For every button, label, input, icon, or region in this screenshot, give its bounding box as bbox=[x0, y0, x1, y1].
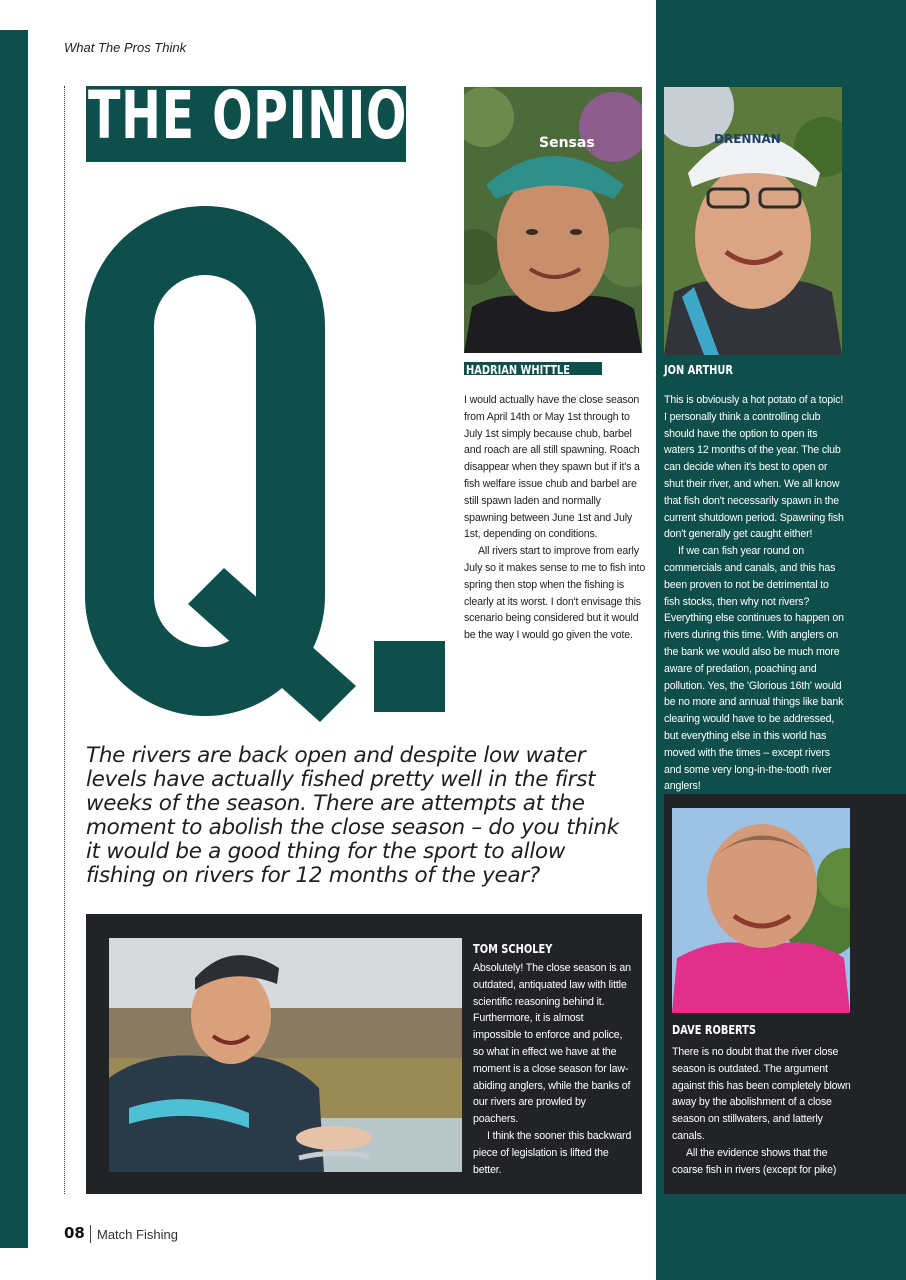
dave-answer bbox=[672, 1044, 852, 1178]
big-q-graphic bbox=[84, 206, 454, 726]
tom-photo bbox=[109, 938, 462, 1172]
hadrian-paragraph-1: I would actually have the close season from April 14th or May 1st through to July 1st simply because chub, barbel and roach are all still spawning. Roach disappear when they spawn but if it's a fish welfare issue chub and barbel are still spawn laden and normally spawning between June 1st and July 1st, depending on conditions. bbox=[464, 394, 640, 541]
tom-paragraph-2: I think the sooner this backward piece of legislation is lifted the better. bbox=[473, 1129, 632, 1176]
cap-logo-text: DRENNAN bbox=[714, 132, 781, 146]
jon-answer bbox=[664, 392, 846, 795]
cap-logo-text: Sensas bbox=[539, 135, 595, 151]
hadrian-photo bbox=[464, 87, 642, 353]
tom-paragraph-1: Absolutely! The close season is an outdated, antiquated law with little scientific reasoning behind it. Furthermore, it is almost impossible to enforce and police, so what in effect we have at the moment is a close season for law-abiding anglers, while the banks of our rivers are prowled by poachers. bbox=[473, 962, 631, 1126]
jon-paragraph-2: If we can fish year round on commercials and canals, and this has been proven to not be detrimental to fish stocks, then why not rivers? Everything else continues to happen on rivers during this time. With anglers on the bank we would also be much more aware of predation, poaching and pollution. Yes, the 'Glorious 16th' would be no more and annual things like bank clearing would have to be addressed, but everything else in this world has moved with the times – except rivers and some very long-in-the-tooth river anglers! bbox=[664, 545, 844, 793]
dave-paragraph-1: There is no doubt that the river close season is outdated. The argument against this has been completely blown away by the abolishment of a close season on stillwaters, and latterly canals. bbox=[672, 1046, 851, 1142]
question-text: The rivers are back open and despite low water levels have actually fished pretty well in the first weeks of the season. There are attempts at the moment to abolish the close season – do you think it would be a good thing for the sport to allow fishing on rivers for 12 months of the year? bbox=[86, 743, 619, 888]
hadrian-answer bbox=[464, 392, 646, 644]
hadrian-name: HADRIAN WHITTLE bbox=[466, 363, 570, 377]
footer-divider bbox=[90, 1225, 91, 1243]
dave-photo bbox=[672, 808, 850, 1013]
tom-answer bbox=[473, 960, 633, 1178]
page-number: 08 bbox=[64, 1224, 85, 1242]
jon-photo bbox=[664, 87, 842, 355]
hadrian-paragraph-2: All rivers start to improve from early July so it makes sense to me to fish into spring then stop when the fishing is clearly at its worst. I don't envisage this scenario being considered but it would be the way I would go given the vote. bbox=[464, 545, 646, 642]
page-title: THE OPINION bbox=[88, 77, 448, 154]
section-label: What The Pros Think bbox=[64, 40, 187, 55]
dave-name: DAVE ROBERTS bbox=[672, 1023, 756, 1037]
tom-name: TOM SCHOLEY bbox=[473, 942, 553, 956]
jon-paragraph-1: This is obviously a hot potato of a topic! I personally think a controlling club should have the option to open its waters 12 months of the year. The club can decide when it's best to open or shut their river, and when. We all know that fish don't necessarily spawn in the current shutdown period. Spawning fish don't generally get caught either! bbox=[664, 394, 844, 541]
left-accent-bar bbox=[0, 30, 28, 1248]
jon-name: JON ARTHUR bbox=[664, 363, 733, 377]
magazine-name: Match Fishing bbox=[97, 1227, 178, 1242]
dave-paragraph-2: All the evidence shows that the coarse fish in rivers (except for pike) bbox=[672, 1146, 837, 1176]
dotted-rule bbox=[64, 86, 65, 1194]
